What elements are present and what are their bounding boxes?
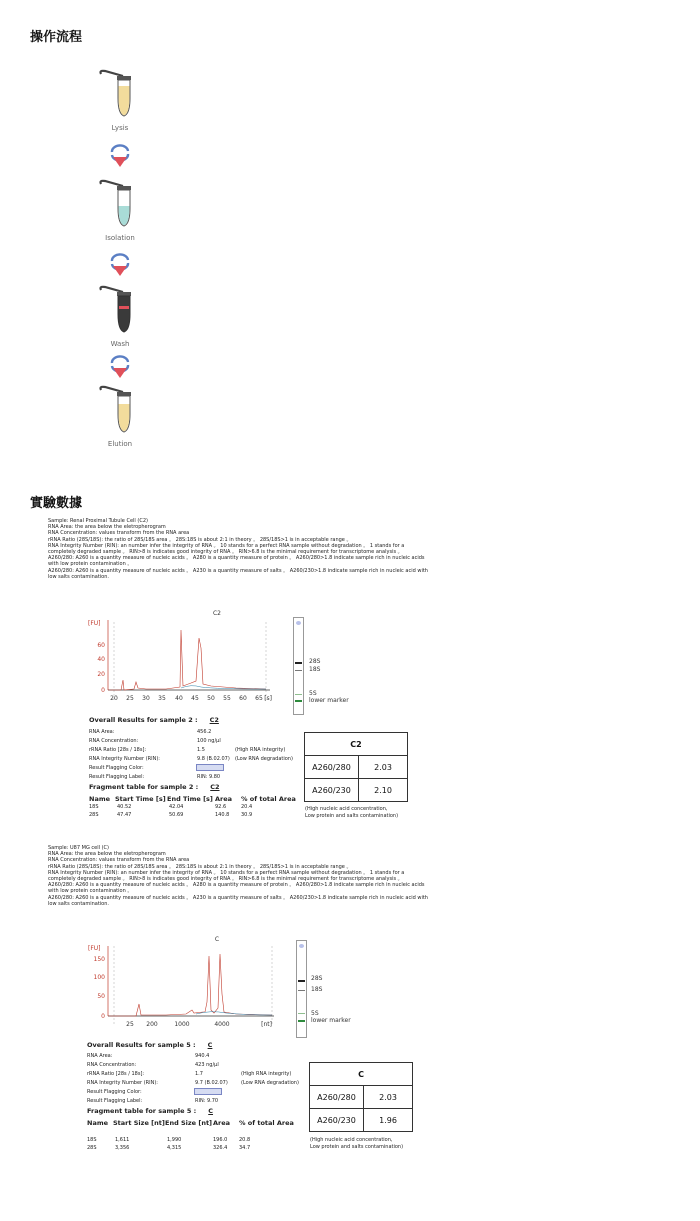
field-value: 9.8 (B.02.07) [197, 756, 230, 762]
overall-label: Overall Results for sample 5 : [87, 1041, 196, 1049]
field-key: rRNA Ratio [28s / 18s]: [89, 747, 147, 753]
field-value: 100 ng/µl [197, 738, 221, 744]
gel-label: 28S [311, 975, 323, 982]
note-line: (High nucleic acid concentration, [310, 1137, 393, 1143]
x-tick: 20 [110, 695, 118, 702]
field-key: RNA Area: [89, 729, 115, 735]
frag-cell: 30.9 [241, 812, 253, 818]
x-unit: [s] [264, 695, 272, 702]
x-tick: 40 [175, 695, 183, 702]
x-tick: 45 [191, 695, 199, 702]
field-value: 940.4 [195, 1053, 210, 1059]
x-tick: 65 [255, 695, 263, 702]
frag-header: % of total Area [241, 795, 296, 803]
flag-color-swatch [196, 764, 224, 771]
purity-title: C2 [305, 733, 408, 756]
frag-cell: 3,356 [115, 1145, 130, 1151]
desc-line: RNA Integrity Number (RIN): an number infer the integrity of RNA 。 10 stands for a perfect RNA sample without degradation 。 1 stands for a completely degraded sample 。 RIN>8 is indicates good integrity of RNA 。 RIN>6.8 is the minimal requirement for transcriptome analysis 。 [48, 869, 405, 883]
step-elution [85, 384, 155, 448]
x-tick: 25 [126, 695, 134, 702]
frag-header: Start Size [nt] [113, 1119, 165, 1127]
flag-color-swatch [194, 1088, 222, 1095]
desc-line: Sample: U87 MG cell (C) [48, 845, 109, 851]
overall-results [89, 716, 309, 826]
purity-key: A260/230 [310, 1109, 364, 1132]
gel-label: 18S [311, 986, 323, 993]
x-tick: 4000 [214, 1021, 230, 1028]
frag-cell: 40.52 [117, 804, 132, 810]
purity-value: 2.03 [359, 756, 408, 779]
recycle-arrow-icon [108, 143, 132, 173]
frag-cell: 42.04 [169, 804, 184, 810]
frag-cell: 326.4 [213, 1145, 228, 1151]
fu-label: [FU] [88, 945, 101, 952]
y-tick: 60 [97, 642, 105, 649]
fragment-id: C2 [210, 783, 220, 791]
note-line: (High nucleic acid concentration, [305, 806, 388, 812]
field-value: RIN: 9.70 [195, 1098, 219, 1104]
field-key: rRNA Ratio [28s / 18s]: [87, 1071, 145, 1077]
x-tick: 30 [142, 695, 150, 702]
frag-cell: 92.6 [215, 804, 227, 810]
y-tick: 50 [97, 993, 105, 1000]
x-tick: 55 [223, 695, 231, 702]
y-tick: 100 [93, 974, 105, 981]
purity-value: 2.10 [359, 779, 408, 802]
field-key: RNA Concentration: [89, 738, 139, 744]
field-key: RNA Area: [87, 1053, 113, 1059]
overall-label: Overall Results for sample 2 : [89, 716, 198, 724]
frag-cell: 1,611 [115, 1137, 130, 1143]
y-tick: 0 [101, 1013, 105, 1020]
gel-lane [293, 617, 304, 715]
desc-line: RNA Concentration: values transform from the RNA area [48, 530, 190, 537]
frag-header: Name [87, 1119, 109, 1127]
x-tick: 25 [126, 1021, 134, 1028]
fragment-id: C [208, 1107, 214, 1115]
purity-key: A260/230 [305, 779, 359, 802]
gel-label: 5S [311, 1010, 319, 1017]
purity-key: A260/280 [305, 756, 359, 779]
desc-line: rRNA Ratio (28S/18S): the ratio of 28S/18S area 。 28S:18S is about 2:1 in theory 。 28S/18S>1 is in acceptable range 。 [48, 536, 352, 543]
gel-lane [296, 940, 307, 1038]
sample-description [48, 518, 428, 580]
field-key: RNA Concentration: [87, 1062, 137, 1068]
recycle-arrow-icon [108, 354, 132, 384]
x-tick: 35 [158, 695, 166, 702]
fu-label: [FU] [88, 620, 101, 627]
frag-header: Area [215, 795, 233, 803]
purity-value: 2.03 [364, 1086, 413, 1109]
field-key: Result Flagging Color: [87, 1089, 142, 1095]
field-key: Result Flagging Label: [89, 774, 145, 780]
field-key: RNA Integrity Number (RIN): [87, 1080, 158, 1086]
field-value: 1.5 [197, 747, 205, 753]
step-label: Elution [107, 440, 133, 448]
frag-header: Start Time [s] [115, 795, 166, 803]
step-lysis [85, 68, 155, 132]
purity-title: C [310, 1063, 413, 1086]
y-tick: 40 [97, 656, 105, 663]
tube-icon [97, 68, 143, 120]
field-key: RNA Integrity Number (RIN): [89, 756, 160, 762]
recycle-arrow-icon [108, 252, 132, 282]
step-wash [85, 284, 155, 348]
purity-table [309, 1062, 413, 1132]
gel-label: 5S [309, 690, 317, 697]
desc-line: A260/280: A260 is a quantity measure of nucleic acids 。 A230 is a quantity measure of salts 。 A260/230>1.8 indicate sample rich in nucleic acid with low salts contamination. [48, 894, 428, 907]
purity-note [305, 806, 398, 820]
fragment-label: Fragment table for sample 2 : [89, 783, 199, 791]
chart-title: C [214, 936, 220, 943]
frag-header: Area [213, 1119, 231, 1127]
field-value: RIN: 9.80 [197, 774, 221, 780]
desc-line: A260/280: A260 is a quantity measure of nucleic acids 。 A280 is a quantity measure of protein 。 A260/280>1.8 indicate sample rich in nucleic acids with low protein contamination 。 [48, 882, 425, 895]
note-line: Low protein and salts contamination) [310, 1144, 404, 1150]
field-key: Result Flagging Label: [87, 1098, 143, 1104]
field-value: 456.2 [197, 729, 212, 735]
frag-header: End Size [nt] [165, 1119, 213, 1127]
note-line: Low protein and salts contamination) [305, 813, 399, 819]
desc-line: rRNA Ratio (28S/18S): the ratio of 28S/18S area 。 28S:18S is about 2:1 in theory 。 28S/18S>1 is in acceptable range 。 [48, 863, 352, 870]
desc-line: RNA Area: the area below the eletropherogram [48, 851, 166, 858]
tube-icon [97, 284, 143, 336]
frag-cell: 140.8 [215, 812, 230, 818]
frag-cell: 20.8 [239, 1137, 251, 1143]
fragment-label: Fragment table for sample 5 : [87, 1107, 197, 1115]
x-tick: 50 [207, 695, 215, 702]
electropherogram-c [86, 934, 281, 1034]
frag-header: % of total Area [239, 1119, 294, 1127]
rin-note: (Low RNA degradation) [235, 756, 293, 762]
electropherogram-c2 [86, 608, 276, 708]
gel-label: 28S [309, 658, 321, 665]
desc-line: RNA Concentration: values transform from the RNA area [48, 857, 190, 864]
x-tick: 60 [239, 695, 247, 702]
field-value: 9.7 (B.02.07) [195, 1080, 228, 1086]
desc-line: RNA Integrity Number (RIN): an number infer the integrity of RNA 。 10 stands for a perfect RNA sample without degradation 。 1 stands for a completely degraded sample 。 RIN>8 is indicates good integrity of RNA 。 RIN>6.8 is the minimal requirement for transcriptome analysis 。 [48, 542, 405, 556]
field-value: 423 ng/µl [195, 1062, 219, 1068]
x-tick: 1000 [174, 1021, 190, 1028]
frag-cell: 20.4 [241, 804, 253, 810]
frag-cell: 47.47 [117, 812, 132, 818]
x-tick: 200 [146, 1021, 158, 1028]
purity-value: 1.96 [364, 1109, 413, 1132]
sample-description [48, 845, 428, 907]
frag-cell: 1,990 [167, 1137, 182, 1143]
frag-cell: 18S [87, 1137, 97, 1143]
frag-cell: 4,315 [167, 1145, 182, 1151]
step-label: Wash [110, 340, 130, 348]
field-key: Result Flagging Color: [89, 765, 144, 771]
field-value: 1.7 [195, 1071, 203, 1077]
purity-table [304, 732, 408, 802]
chart-title: C2 [212, 610, 222, 617]
rin-note: (Low RNA degradation) [241, 1080, 299, 1086]
frag-cell: 18S [89, 804, 99, 810]
frag-cell: 28S [89, 812, 99, 818]
frag-header: End Time [s] [167, 795, 213, 803]
data-heading: 實驗數據 [30, 496, 83, 511]
gel-label: lower marker [311, 1017, 351, 1024]
step-label: Isolation [105, 234, 135, 242]
tube-icon [97, 384, 143, 436]
x-unit: [nt] [261, 1021, 272, 1028]
overall-id: C [207, 1041, 213, 1049]
frag-cell: 50.69 [169, 812, 184, 818]
purity-key: A260/280 [310, 1086, 364, 1109]
y-tick: 150 [93, 956, 105, 963]
step-isolation [85, 178, 155, 242]
tube-icon [97, 178, 143, 230]
y-tick: 20 [97, 671, 105, 678]
frag-cell: 34.7 [239, 1145, 251, 1151]
purity-note [310, 1137, 403, 1151]
overall-results [87, 1041, 307, 1156]
desc-line: Sample: Renal Proximal Tubule Cell (C2) [48, 518, 148, 524]
gel-label: lower marker [309, 697, 349, 704]
rin-note: (High RNA integrity) [235, 747, 286, 753]
step-label: Lysis [111, 124, 129, 132]
workflow-heading: 操作流程 [30, 30, 83, 45]
frag-cell: 196.0 [213, 1137, 228, 1143]
frag-header: Name [89, 795, 111, 803]
y-tick: 0 [101, 687, 105, 694]
desc-line: A260/280: A260 is a quantity measure of nucleic acids 。 A280 is a quantity measure of protein 。 A260/280>1.8 indicate sample rich in nucleic acids with low protein contamination 。 [48, 555, 425, 568]
overall-id: C2 [209, 716, 219, 724]
gel-label: 18S [309, 666, 321, 673]
frag-cell: 28S [87, 1145, 97, 1151]
desc-line: RNA Area: the area below the eletropherogram [48, 524, 166, 531]
desc-line: A260/280: A260 is a quantity measure of nucleic acids 。 A230 is a quantity measure of salts 。 A260/230>1.8 indicate sample rich in nucleic acid with low salts contamination. [48, 567, 428, 580]
rin-note: (High RNA integrity) [241, 1071, 292, 1077]
